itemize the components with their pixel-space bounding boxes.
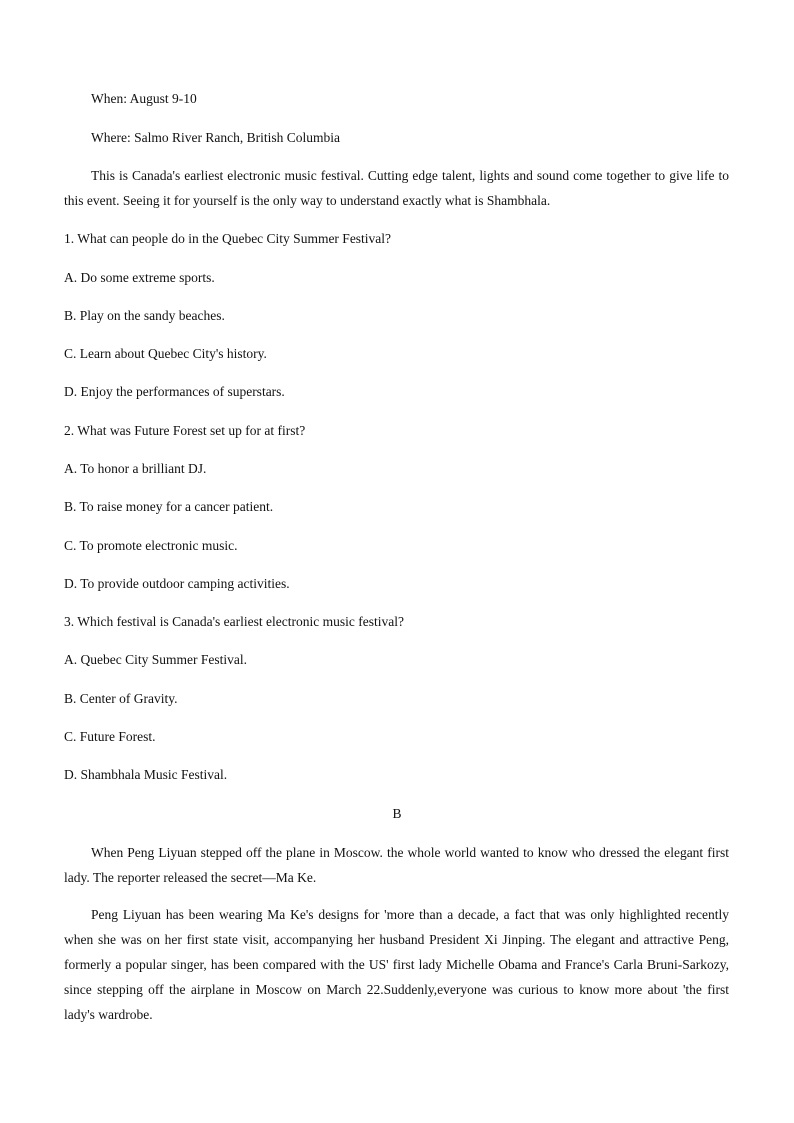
section-b-paragraph-2: Peng Liyuan has been wearing Ma Ke's designs for 'more than a decade, a fact that was only highlighted recently when she was on her first state visit, accompanying her husband President Xi Jinping. The elegant and attractive Peng, formerly a popular singer, has been compared with the US' first lady Michelle Obama and France's Carla Bruni-Sarkozy, since stepping off the airplane in Moscow on March 22.Suddenly,everyone was curious to know more about 'the first lady's wardrobe.: [64, 907, 729, 1022]
question-3-option-d: D. Shambhala Music Festival.: [64, 767, 228, 782]
question-2-option-b: B. To raise money for a cancer patient.: [64, 499, 274, 514]
question-1-option-a: A. Do some extreme sports.: [64, 270, 215, 285]
question-3-stem: 3. Which festival is Canada's earliest electronic music festival?: [64, 614, 404, 629]
section-b-heading: B: [392, 806, 402, 821]
question-1-stem: 1. What can people do in the Quebec City Summer Festival?: [64, 231, 392, 246]
question-3-option-b: B. Center of Gravity.: [64, 691, 178, 706]
section-b-paragraph-1: When Peng Liyuan stepped off the plane in Moscow. the whole world wanted to know who dressed the elegant first lady. The reporter released the secret—Ma Ke.: [64, 845, 729, 885]
question-2-option-a: A. To honor a brilliant DJ.: [64, 461, 207, 476]
question-1-option-b: B. Play on the sandy beaches.: [64, 308, 225, 323]
question-2-option-d: D. To provide outdoor camping activities.: [64, 576, 290, 591]
event-description: This is Canada's earliest electronic music festival. Cutting edge talent, lights and sound come together to give life to this event. Seeing it for yourself is the only way to understand exactly what is Shambhala.: [64, 168, 729, 208]
question-1-option-d: D. Enjoy the performances of superstars.: [64, 384, 285, 399]
question-2-option-c: C. To promote electronic music.: [64, 538, 238, 553]
event-when: When: August 9-10: [91, 91, 197, 106]
question-1-option-c: C. Learn about Quebec City's history.: [64, 346, 267, 361]
question-2-stem: 2. What was Future Forest set up for at first?: [64, 423, 306, 438]
event-where: Where: Salmo River Ranch, British Columbia: [91, 130, 340, 145]
question-3-option-a: A. Quebec City Summer Festival.: [64, 652, 247, 667]
question-3-option-c: C. Future Forest.: [64, 729, 156, 744]
